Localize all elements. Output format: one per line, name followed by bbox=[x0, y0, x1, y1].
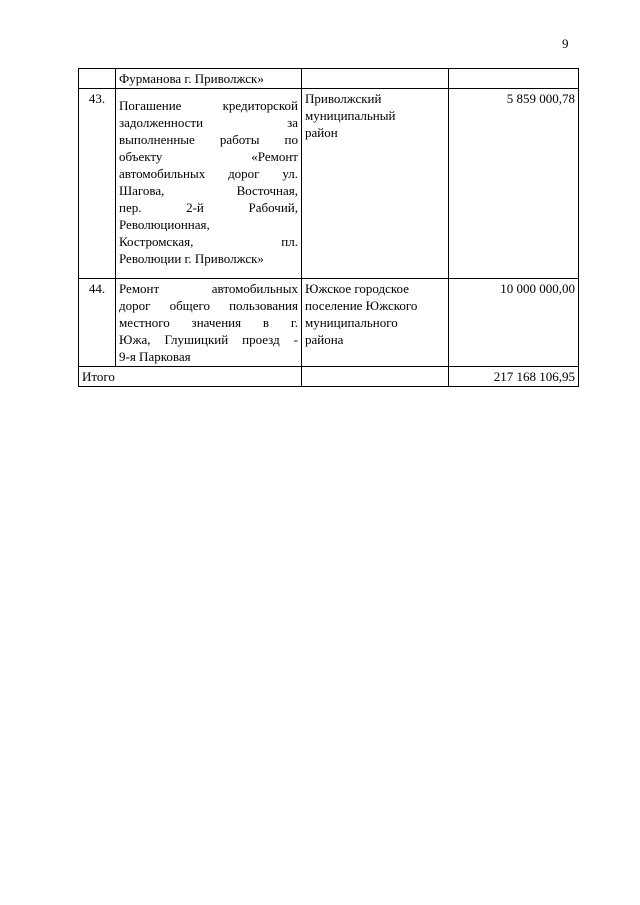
row-number-cell bbox=[79, 69, 116, 89]
description-cell bbox=[116, 89, 302, 279]
description-cell bbox=[116, 279, 302, 367]
description-line: Революции г. Приволжск» bbox=[119, 251, 264, 266]
district-line: поселение Южского bbox=[305, 298, 418, 313]
amount-cell bbox=[449, 69, 579, 89]
description-line: Фурманова г. Приволжск» bbox=[119, 71, 264, 86]
description-cell bbox=[116, 69, 302, 89]
description-line: выполненные работы по bbox=[119, 132, 298, 147]
description-line: местного значения в г. bbox=[119, 315, 298, 330]
description-line: Революционная, bbox=[119, 217, 210, 232]
district-line: муниципального bbox=[305, 315, 398, 330]
table-row bbox=[79, 89, 579, 279]
district-line: Южское городское bbox=[305, 281, 409, 296]
district-line: Приволжский bbox=[305, 91, 382, 106]
district-line: района bbox=[305, 332, 344, 347]
description-line: пер. 2-й Рабочий, bbox=[119, 200, 298, 215]
table-row-continuation bbox=[79, 69, 579, 89]
total-amount: 217 168 106,95 bbox=[449, 367, 579, 387]
district-line: муниципальный bbox=[305, 108, 396, 123]
district-cell bbox=[302, 279, 449, 367]
description-line: Погашение кредиторской bbox=[119, 98, 298, 113]
description-line: Ремонт автомобильных bbox=[119, 281, 298, 296]
description-line: дорог общего пользования bbox=[119, 298, 298, 313]
description-line: задолженности за bbox=[119, 115, 298, 130]
description-line: объекту «Ремонт bbox=[119, 149, 298, 164]
description-line: Костромская, пл. bbox=[119, 234, 298, 249]
total-empty-cell bbox=[302, 367, 449, 387]
description-line: 9-я Парковая bbox=[119, 349, 191, 364]
total-row bbox=[79, 367, 579, 387]
district-cell bbox=[302, 69, 449, 89]
total-label: Итого bbox=[79, 367, 302, 387]
district-line: район bbox=[305, 125, 338, 140]
description-line: автомобильных дорог ул. bbox=[119, 166, 298, 181]
page-number: 9 bbox=[562, 36, 569, 51]
amount-cell: 5 859 000,78 bbox=[449, 89, 579, 279]
district-cell bbox=[302, 89, 449, 279]
table-row bbox=[79, 279, 579, 367]
row-number-cell: 44. bbox=[79, 279, 116, 367]
row-number-cell: 43. bbox=[79, 89, 116, 279]
financing-table bbox=[78, 68, 579, 387]
amount-cell: 10 000 000,00 bbox=[449, 279, 579, 367]
description-line: Шагова, Восточная, bbox=[119, 183, 298, 198]
description-line: Южа, Глушицкий проезд - bbox=[119, 332, 298, 347]
